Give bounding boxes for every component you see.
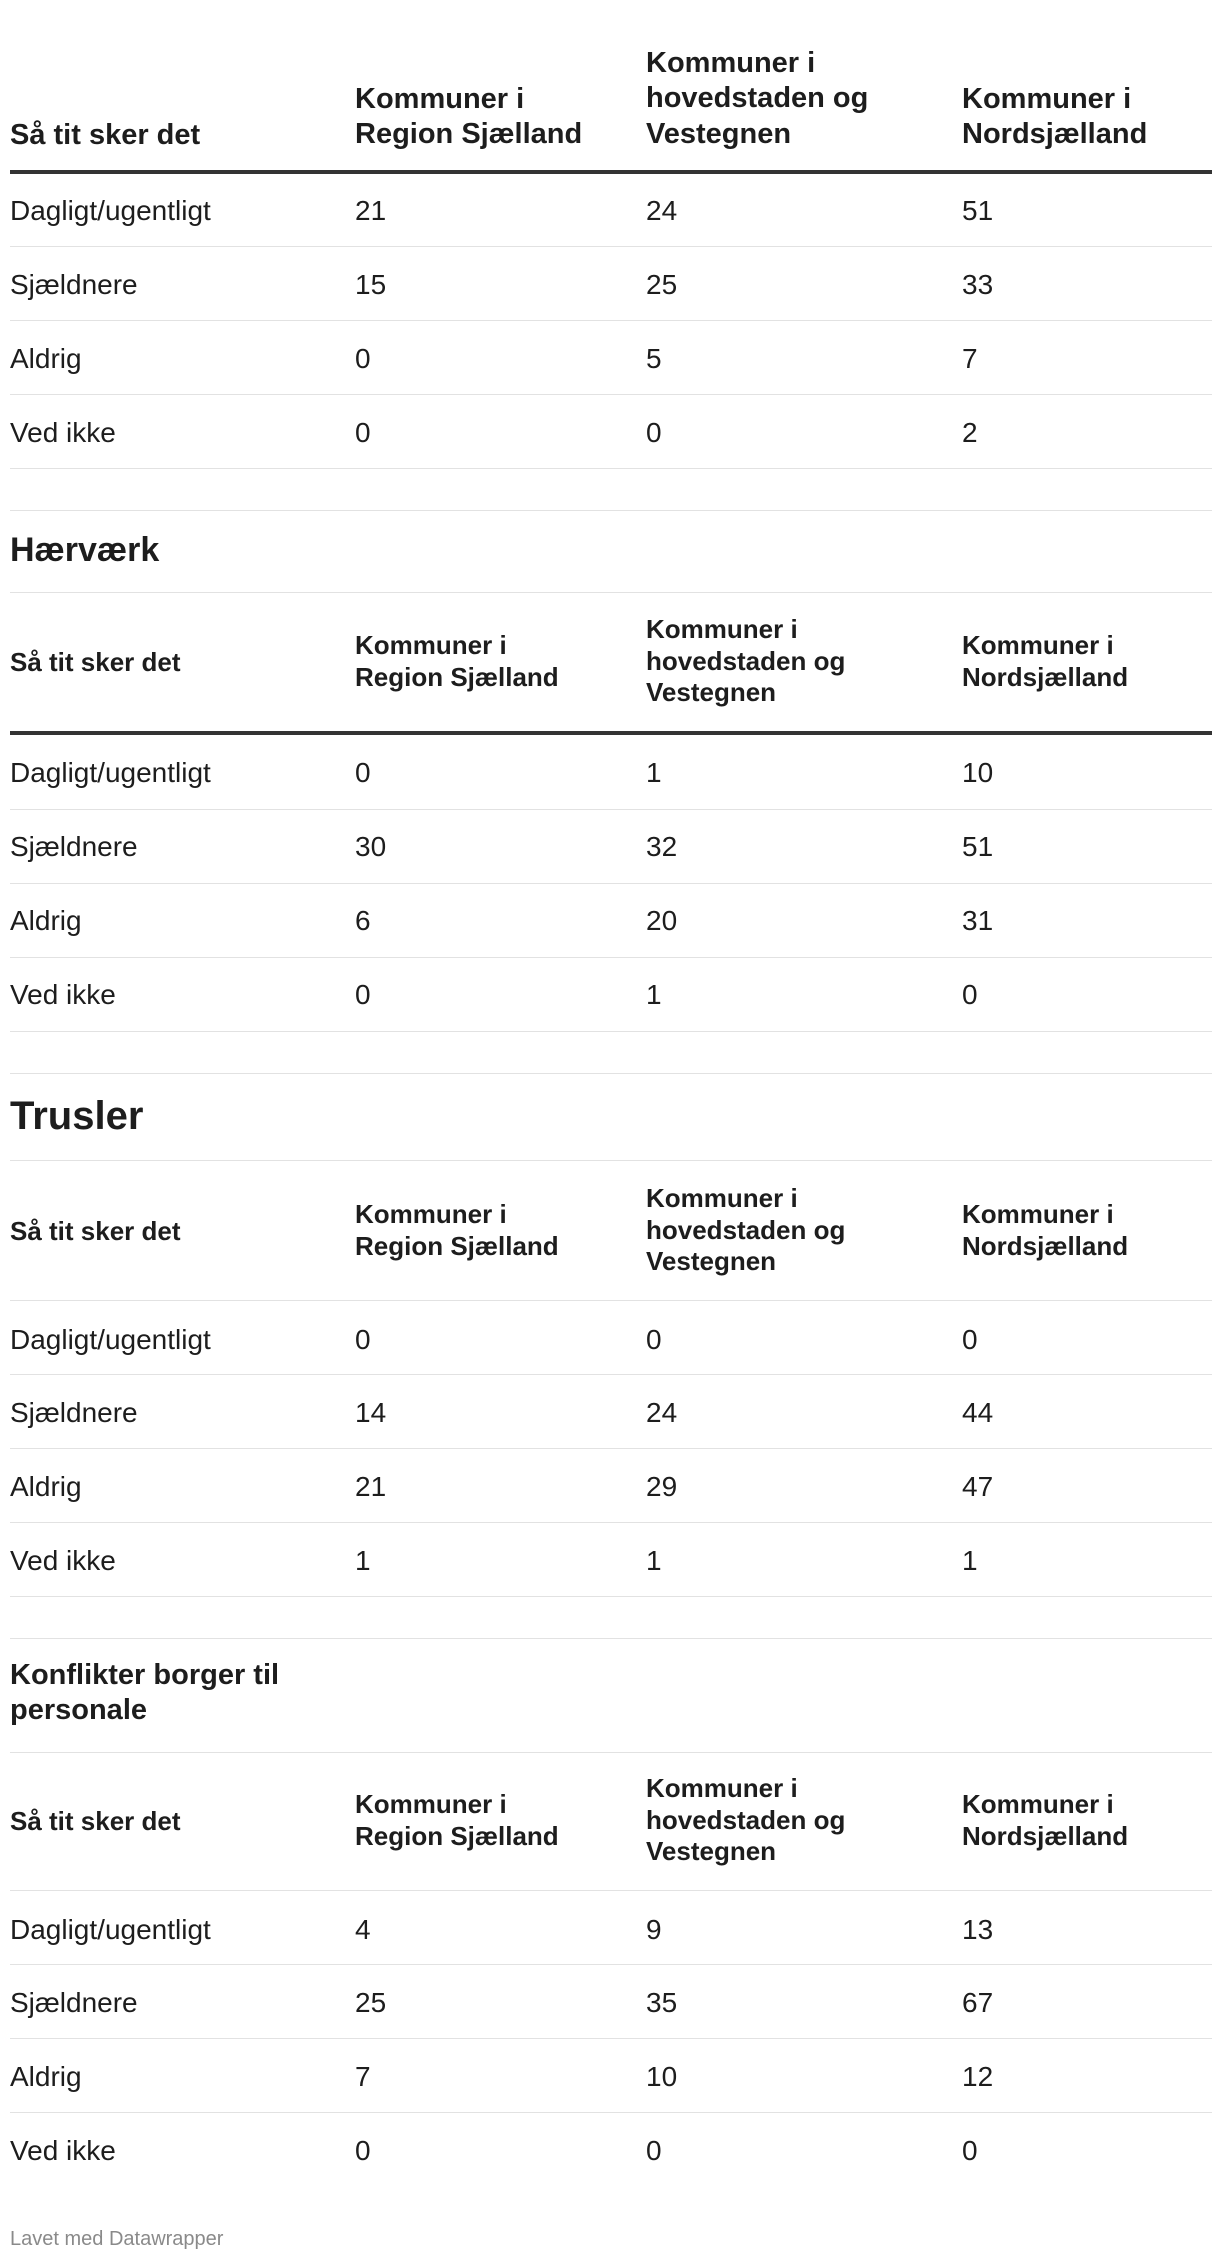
row-label: Aldrig [10, 2061, 82, 2092]
cell-value: 0 [355, 1324, 371, 1355]
cell-value: 0 [646, 1324, 662, 1355]
cell-value: 44 [962, 1397, 994, 1428]
title-divider [10, 1160, 1212, 1161]
section-divider [10, 1638, 1212, 1639]
cell-value: 31 [962, 905, 994, 936]
column-header-nordsjaelland: Kommuner i Nordsjælland [962, 630, 1129, 692]
row-label: Sjældnere [10, 1397, 138, 1428]
column-header-region-sjaelland: Kommuner i Region Sjælland [355, 630, 559, 692]
cell-value: 25 [646, 269, 678, 300]
cell-value: 0 [355, 2135, 371, 2166]
cell-value: 1 [646, 979, 662, 1010]
column-header-region-sjaelland: Kommuner i Region Sjælland [355, 1199, 559, 1261]
row-divider [10, 883, 1212, 884]
cell-value: 12 [962, 2061, 994, 2092]
cell-value: 24 [646, 195, 678, 226]
title-divider [10, 1752, 1212, 1753]
row-label: Dagligt/ugentligt [10, 1324, 211, 1355]
cell-value: 0 [355, 343, 371, 374]
cell-value: 33 [962, 269, 994, 300]
cell-value: 29 [646, 1471, 678, 1502]
cell-value: 20 [646, 905, 678, 936]
cell-value: 0 [355, 757, 371, 788]
cell-value: 9 [646, 1914, 662, 1945]
cell-value: 2 [962, 417, 978, 448]
cell-value: 15 [355, 269, 387, 300]
cell-value: 1 [962, 1545, 978, 1576]
header-divider [10, 1300, 1212, 1301]
row-label: Aldrig [10, 905, 82, 936]
row-divider [10, 1522, 1212, 1523]
footer-credit[interactable]: Lavet med Datawrapper [10, 2228, 224, 2250]
cell-value: 51 [962, 831, 994, 862]
section-title: Trusler [10, 1094, 144, 1138]
cell-value: 1 [646, 1545, 662, 1576]
cell-value: 25 [355, 1987, 387, 2018]
row-divider [10, 809, 1212, 810]
cell-value: 0 [355, 417, 371, 448]
cell-value: 0 [646, 417, 662, 448]
row-divider [10, 1448, 1212, 1449]
cell-value: 0 [646, 2135, 662, 2166]
cell-value: 21 [355, 195, 387, 226]
column-header-hovedstaden: Kommuner i hovedstaden og Vestegnen [646, 1183, 846, 1277]
column-header-hovedstaden: Kommuner i hovedstaden og Vestegnen [646, 614, 846, 708]
row-divider [10, 1964, 1212, 1965]
column-header-hovedstaden: Kommuner i hovedstaden og Vestegnen [646, 47, 869, 150]
cell-value: 13 [962, 1914, 994, 1945]
cell-value: 51 [962, 195, 994, 226]
cell-value: 6 [355, 905, 371, 936]
row-label: Ved ikke [10, 1545, 116, 1576]
cell-value: 4 [355, 1914, 371, 1945]
cell-value: 0 [962, 979, 978, 1010]
row-label: Sjældnere [10, 269, 138, 300]
cell-value: 21 [355, 1471, 387, 1502]
cell-value: 0 [962, 1324, 978, 1355]
row-label: Ved ikke [10, 417, 116, 448]
row-divider [10, 1031, 1212, 1032]
header-divider [10, 170, 1212, 174]
cell-value: 35 [646, 1987, 678, 2018]
row-divider [10, 246, 1212, 247]
row-label: Sjældnere [10, 831, 138, 862]
column-header-frequency: Så tit sker det [10, 1806, 181, 1836]
column-header-nordsjaelland: Kommuner i Nordsjælland [962, 1199, 1129, 1261]
cell-value: 7 [355, 2061, 371, 2092]
column-header-region-sjaelland: Kommuner i Region Sjælland [355, 83, 583, 151]
cell-value: 1 [646, 757, 662, 788]
column-header-hovedstaden: Kommuner i hovedstaden og Vestegnen [646, 1773, 846, 1867]
cell-value: 1 [355, 1545, 371, 1576]
cell-value: 32 [646, 831, 678, 862]
section-divider [10, 1073, 1212, 1074]
row-divider [10, 957, 1212, 958]
section-divider [10, 510, 1212, 511]
column-header-frequency: Så tit sker det [10, 647, 181, 677]
row-divider [10, 1596, 1212, 1597]
column-header-region-sjaelland: Kommuner i Region Sjælland [355, 1789, 559, 1851]
header-divider [10, 1890, 1212, 1891]
cell-value: 0 [962, 2135, 978, 2166]
cell-value: 14 [355, 1397, 387, 1428]
row-label: Dagligt/ugentligt [10, 1914, 211, 1945]
row-label: Aldrig [10, 343, 82, 374]
title-divider [10, 592, 1212, 593]
row-divider [10, 2038, 1212, 2039]
cell-value: 47 [962, 1471, 994, 1502]
row-divider [10, 468, 1212, 469]
cell-value: 10 [646, 2061, 678, 2092]
cell-value: 67 [962, 1987, 994, 2018]
cell-value: 24 [646, 1397, 678, 1428]
cell-value: 7 [962, 343, 978, 374]
row-divider [10, 320, 1212, 321]
row-label: Sjældnere [10, 1987, 138, 2018]
row-label: Aldrig [10, 1471, 82, 1502]
header-divider [10, 731, 1212, 735]
column-header-frequency: Så tit sker det [10, 1216, 181, 1246]
cell-value: 0 [355, 979, 371, 1010]
column-header-nordsjaelland: Kommuner i Nordsjælland [962, 83, 1148, 151]
cell-value: 10 [962, 757, 994, 788]
row-divider [10, 2112, 1212, 2113]
cell-value: 5 [646, 343, 662, 374]
row-label: Dagligt/ugentligt [10, 757, 211, 788]
cell-value: 30 [355, 831, 387, 862]
column-header-frequency: Så tit sker det [10, 119, 201, 151]
row-divider [10, 1374, 1212, 1375]
row-label: Ved ikke [10, 979, 116, 1010]
row-divider [10, 394, 1212, 395]
section-title: Konflikter borger til personale [10, 1659, 280, 1726]
row-label: Ved ikke [10, 2135, 116, 2166]
row-label: Dagligt/ugentligt [10, 195, 211, 226]
column-header-nordsjaelland: Kommuner i Nordsjælland [962, 1789, 1129, 1851]
section-title: Hærværk [10, 531, 160, 569]
